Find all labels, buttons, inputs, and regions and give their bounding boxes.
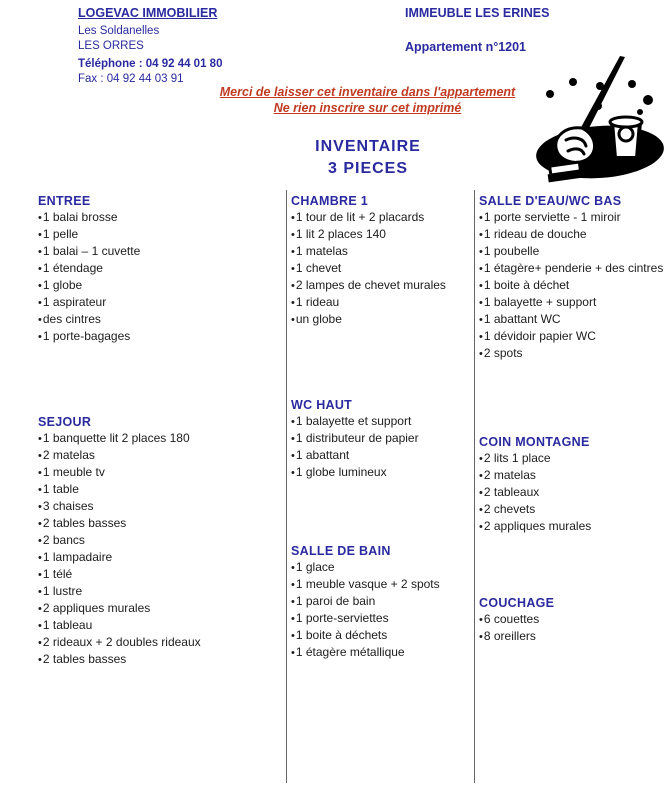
section-couchage	[479, 595, 665, 645]
inventory-item: • 1 globe	[38, 277, 276, 294]
inventory-item: • 2 bancs	[38, 532, 276, 549]
section-entree	[38, 193, 276, 345]
section-title: SALLE DE BAIN	[291, 544, 391, 558]
section-title: CHAMBRE 1	[291, 194, 369, 208]
inventory-item: • 2 chevets	[479, 501, 665, 518]
section-salle-de-bain	[291, 543, 465, 661]
inventory-item: • 1 rideau de douche	[479, 226, 665, 243]
inventory-item: • 6 couettes	[479, 611, 665, 628]
inventory-item: • 1 aspirateur	[38, 294, 276, 311]
mop-and-bucket-icon	[528, 56, 668, 186]
inventory-item: • 2 tables basses	[38, 651, 276, 668]
section-coin-montagne	[479, 434, 665, 535]
agency-name: LOGEVAC IMMOBILIER	[78, 6, 218, 20]
section-title: SALLE D'EAU/WC BAS	[479, 194, 622, 208]
notice-block	[180, 84, 555, 116]
inventory-item: • 2 tables basses	[38, 515, 276, 532]
inventory-item: • 1 balayette + support	[479, 294, 665, 311]
inventory-item: • 1 étagère+ penderie + des cintres	[479, 260, 665, 277]
section-sejour	[38, 414, 276, 668]
inventory-item: • 1 boite à déchet	[479, 277, 665, 294]
inventory-item: • 1 distributeur de papier	[291, 430, 465, 447]
column-divider-2	[474, 190, 475, 783]
inventory-item: • 1 lit 2 places 140	[291, 226, 465, 243]
agency-address-line2: LES ORRES	[78, 40, 144, 52]
inventory-item: • 1 meuble tv	[38, 464, 276, 481]
inventory-item: • 1 meuble vasque + 2 spots	[291, 576, 465, 593]
inventory-item: • 2 tableaux	[479, 484, 665, 501]
inventory-item: • 1 porte-bagages	[38, 328, 276, 345]
inventory-item: • 1 banquette lit 2 places 180	[38, 430, 276, 447]
building-block	[405, 6, 549, 54]
notice-line-2: Ne rien inscrire sur cet imprimé	[273, 101, 462, 115]
notice-line-1: Merci de laisser cet inventaire dans l'appartement	[219, 85, 516, 99]
section-chambre-1	[291, 193, 465, 328]
inventory-item: • 1 tableau	[38, 617, 276, 634]
apartment-number: Appartement n°1201	[405, 40, 527, 54]
inventory-item: • 1 porte-serviettes	[291, 610, 465, 627]
section-title: COUCHAGE	[479, 596, 555, 610]
title-line-1: INVENTAIRE	[315, 138, 421, 155]
section-title: COIN MONTAGNE	[479, 435, 590, 449]
section-title: SEJOUR	[38, 415, 92, 429]
inventory-item: • 1 poubelle	[479, 243, 665, 260]
page-title	[248, 136, 488, 180]
inventory-item: • 1 lustre	[38, 583, 276, 600]
inventory-item: • 2 spots	[479, 345, 665, 362]
inventory-item: • 3 chaises	[38, 498, 276, 515]
inventory-item: • 2 appliques murales	[479, 518, 665, 535]
inventory-item: • 2 matelas	[479, 467, 665, 484]
inventory-item: • 1 boite à déchets	[291, 627, 465, 644]
column-divider-1	[286, 190, 287, 783]
inventory-item: • 2 matelas	[38, 447, 276, 464]
agency-phone: Téléphone : 04 92 44 01 80	[78, 57, 223, 70]
inventory-item: • 1 table	[38, 481, 276, 498]
inventory-item: • 1 dévidoir papier WC	[479, 328, 665, 345]
section-title: ENTREE	[38, 194, 91, 208]
inventory-item: • 1 télé	[38, 566, 276, 583]
inventory-item: • 1 étendage	[38, 260, 276, 277]
title-line-2: 3 PIECES	[327, 160, 409, 177]
inventory-item: • 8 oreillers	[479, 628, 665, 645]
section-title: WC HAUT	[291, 398, 353, 412]
inventory-item: • 1 porte serviette - 1 miroir	[479, 209, 665, 226]
inventory-item: • 1 chevet	[291, 260, 465, 277]
inventory-item: • 2 lits 1 place	[479, 450, 665, 467]
inventory-item: • 1 lampadaire	[38, 549, 276, 566]
section-wc-haut	[291, 397, 465, 481]
column-entree-sejour	[38, 193, 276, 668]
inventory-item: • 1 tour de lit + 2 placards	[291, 209, 465, 226]
inventory-item: • 1 rideau	[291, 294, 465, 311]
inventory-item: • 1 paroi de bain	[291, 593, 465, 610]
inventory-item: • 1 balayette et support	[291, 413, 465, 430]
inventory-item: • 1 glace	[291, 559, 465, 576]
agency-fax: Fax : 04 92 44 03 91	[78, 73, 184, 85]
inventory-item: • 1 balai brosse	[38, 209, 276, 226]
inventory-item: • 2 appliques murales	[38, 600, 276, 617]
column-salle-eau-coin-couchage	[479, 193, 665, 645]
inventory-item: • 1 étagère métallique	[291, 644, 465, 661]
inventory-item: • 2 rideaux + 2 doubles rideaux	[38, 634, 276, 651]
agency-address-line1: Les Soldanelles	[78, 24, 160, 37]
inventory-item: • 1 matelas	[291, 243, 465, 260]
inventory-item: • 1 abattant WC	[479, 311, 665, 328]
inventory-item: • 1 globe lumineux	[291, 464, 465, 481]
inventory-item: • 2 lampes de chevet murales	[291, 277, 465, 294]
column-chambre-wc-sdb	[291, 193, 465, 661]
section-salle-eau-wc-bas	[479, 193, 665, 362]
agency-block	[78, 6, 222, 88]
inventory-item: • 1 balai – 1 cuvette	[38, 243, 276, 260]
inventory-item: • 1 abattant	[291, 447, 465, 464]
inventory-columns	[0, 190, 669, 786]
inventory-item: • un globe	[291, 311, 465, 328]
inventory-item: • des cintres	[38, 311, 276, 328]
building-name: IMMEUBLE LES ERINES	[405, 6, 550, 20]
inventory-item: • 1 pelle	[38, 226, 276, 243]
